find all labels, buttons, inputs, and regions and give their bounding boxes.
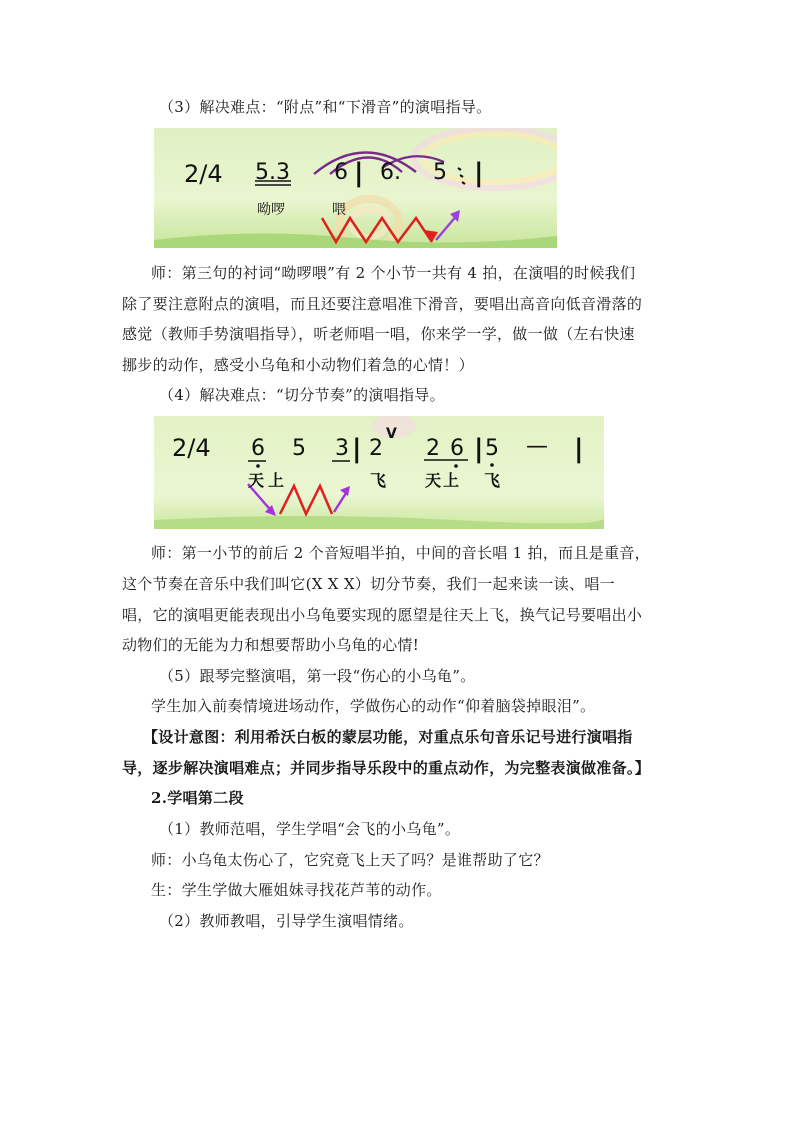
paragraph-line: 这个节奏在音乐中我们叫它(X X X）切分节奏，我们一起来读一读、唱一 [122, 575, 615, 593]
bar-line: | [352, 434, 362, 464]
lyric: 飞 [370, 471, 387, 490]
dash: — [526, 434, 548, 459]
paragraph-line: 师：第三句的衬词“呦啰喂”有 2 个小节一共有 4 拍，在演唱的时候我们 [151, 264, 636, 282]
section-heading: 2.学唱第二段 [151, 789, 244, 807]
notation-image-dotted-glissando [154, 128, 557, 248]
note: 6 [450, 436, 464, 461]
paragraph-line: 学生加入前奏情境进场动作，学做伤心的动作“仰着脑袋掉眼泪”。 [151, 697, 596, 715]
lyric: 天上 [248, 471, 289, 490]
design-intent-line: 导，逐步解决演唱难点；并同步指导乐段中的重点动作，为完整表演做准备。】 [122, 759, 651, 777]
lyric: 飞 [484, 471, 501, 490]
section-4-heading: （4）解决难点：“切分节奏”的演唱指导。 [159, 386, 445, 404]
paragraph-line: 师：第一小节的前后 2 个音短唱半拍，中间的音长唱 1 拍，而且是重音， [151, 544, 650, 562]
bar-line: | [574, 434, 584, 464]
list-item: （1）教师范唱，学生学唱“会飞的小乌龟”。 [159, 820, 461, 838]
bar-line: | [474, 158, 484, 188]
bar-line: | [354, 158, 364, 188]
paragraph-line: 除了要注意附点的演唱，而且还要注意唱准下滑音，要唱出高音向低音滑落的 [122, 295, 643, 313]
paragraph-line: 生：学生学做大雁姐妹寻找花芦苇的动作。 [151, 881, 442, 899]
note: 5 [292, 436, 306, 461]
note: 2 [369, 436, 383, 461]
note-dotted: 6. [380, 160, 401, 185]
note: 2 [426, 436, 440, 461]
lyric: 喂 [332, 202, 346, 218]
paragraph-line: 唱，它的演唱更能表现出小乌龟要实现的愿望是往天上飞，换气记号要唱出小 [122, 606, 643, 624]
note: 3 [335, 436, 349, 461]
bar-line: | [474, 434, 484, 464]
note: 6 [334, 160, 348, 185]
notation-background [154, 128, 557, 248]
lyric: 天上 [425, 471, 462, 490]
paragraph-line: 动物们的无能为力和想要帮助小乌龟的心情! [122, 636, 420, 654]
time-signature: 2/4 [184, 160, 223, 188]
note-dotted-pair: 5.3 [255, 160, 290, 185]
note: 5 [485, 436, 499, 461]
note: 5 [433, 160, 447, 185]
section-5-heading: （5）跟琴完整演唱，第一段“伤心的小乌龟”。 [159, 667, 476, 685]
lyric: 呦啰 [257, 202, 285, 218]
breath-mark: V [386, 426, 397, 442]
time-signature: 2/4 [172, 434, 211, 462]
paragraph-line: 感觉（教师手势演唱指导），听老师唱一唱，你来学一学，做一做（左右快速 [122, 325, 635, 343]
paragraph-line: 挪步的动作，感受小乌龟和小动物们着急的心情！） [122, 356, 474, 374]
design-intent-line: 【设计意图：利用希沃白板的蒙层功能，对重点乐句音乐记号进行演唱指 [143, 728, 633, 746]
section-3-heading: （3）解决难点：“附点”和“下滑音”的演唱指导。 [159, 98, 492, 116]
note: 6 [251, 436, 265, 461]
list-item: （2）教师教唱，引导学生演唱情绪。 [159, 912, 414, 930]
notation-image-syncopation [154, 416, 604, 529]
paragraph-line: 师：小乌龟太伤心了，它究竟飞上天了吗？是谁帮助了它？ [151, 851, 549, 869]
